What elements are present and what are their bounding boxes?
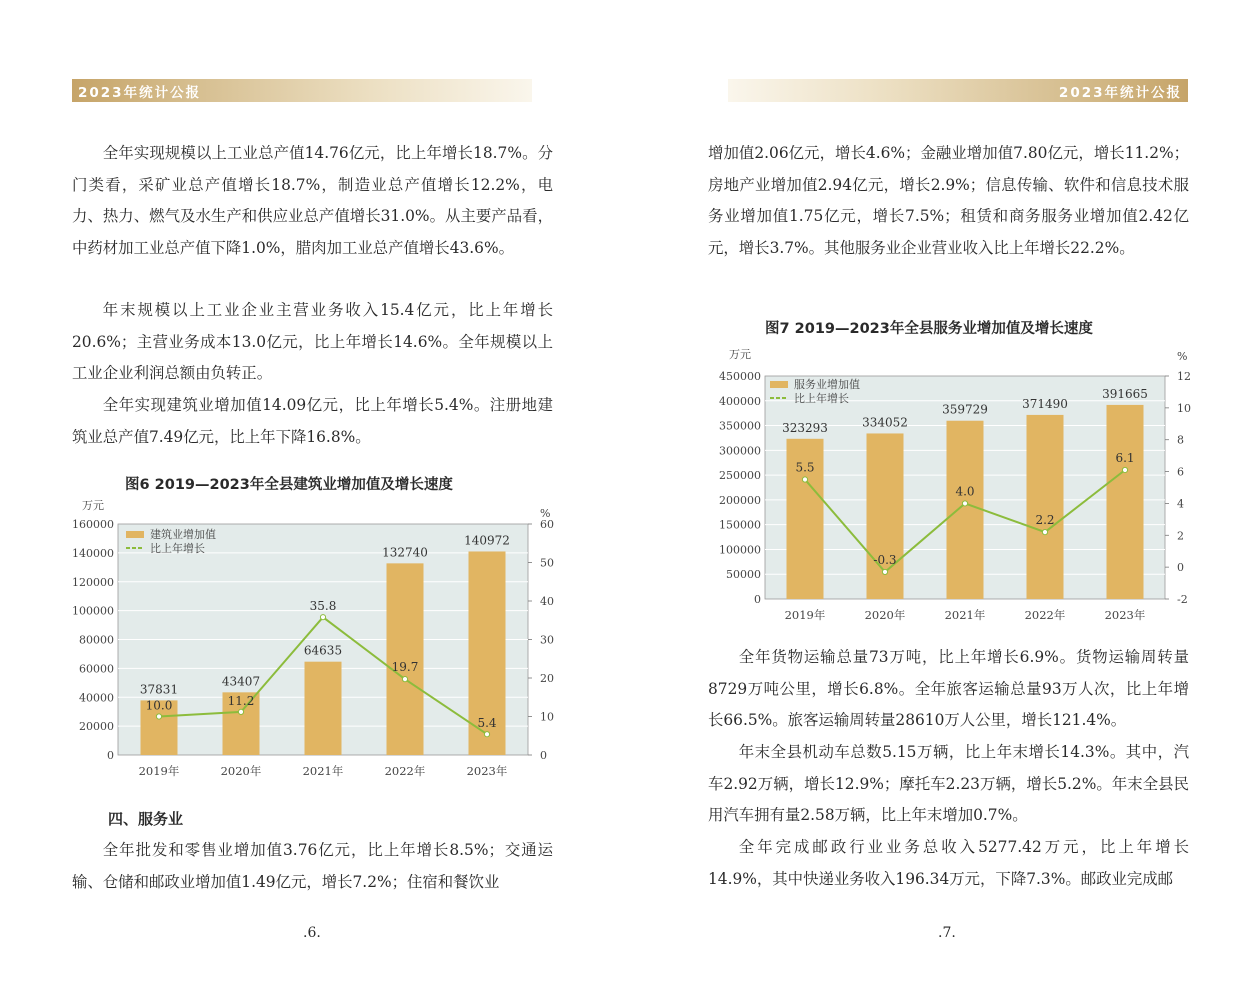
y2-tick-label: 60	[540, 518, 554, 531]
y-tick-label: 200000	[719, 493, 761, 507]
y-tick-label: 100000	[719, 543, 761, 557]
y-tick-label: 450000	[719, 370, 761, 383]
x-tick-label: 2021年	[944, 608, 986, 622]
growth-point	[484, 732, 489, 737]
legend-label-bar: 服务业增加值	[794, 378, 860, 391]
y-tick-label: 0	[754, 593, 761, 606]
figure6-chart	[60, 495, 580, 795]
growth-point	[962, 501, 967, 506]
paragraph-industrial-output: 全年实现规模以上工业总产值14.76亿元，比上年增长18.7%。分门类看，采矿业总产值增长18.7%，制造业总产值增长12.2%，电力、热力、燃气及水生产和供应业总产值增长31.0%。从主要产品看，中药材加工业总产值下降1.0%，腊肉加工业总产值增长43.6%。	[72, 144, 553, 257]
bar-value-label: 334052	[862, 415, 908, 430]
paragraph-vehicles: 年末全县机动车总数5.15万辆，比上年末增长14.3%。其中，汽车2.92万辆，增长12.9%；摩托车2.23万辆，增长5.2%。年末全县民用汽车拥有量2.58万辆，比上年末增加0.7%。	[708, 743, 1189, 824]
y-tick-label: 350000	[719, 419, 761, 433]
x-tick-label: 2022年	[1024, 608, 1066, 622]
growth-point	[802, 477, 807, 482]
y2-tick-label: 10	[1177, 401, 1191, 415]
bar-value-label: 140972	[464, 533, 510, 548]
y2-tick-label: 10	[540, 710, 554, 724]
y-tick-label: 40000	[79, 691, 114, 705]
paragraph-services-start: 全年批发和零售业增加值3.76亿元，比上年增长8.5%；交通运输、仓储和邮政业增加值1.49亿元，增长7.2%；住宿和餐饮业	[72, 841, 553, 891]
y2-tick-label: 50	[540, 556, 554, 570]
growth-point	[402, 677, 407, 682]
y2-tick-label: 30	[540, 633, 554, 647]
y-tick-label: 140000	[72, 546, 114, 560]
x-tick-label: 2020年	[220, 764, 262, 778]
bar-value-label: 64635	[303, 643, 343, 658]
figure7-title: 图7 2019—2023年全县服务业增加值及增长速度	[765, 321, 1093, 337]
growth-value-label: 4.0	[955, 484, 975, 499]
x-tick-label: 2022年	[384, 764, 426, 778]
right-page	[630, 0, 1259, 998]
growth-value-label: 35.8	[309, 599, 337, 614]
y-tick-label: 300000	[719, 444, 761, 458]
bar-value-label: 43407	[221, 674, 261, 689]
x-tick-label: 2020年	[864, 608, 906, 622]
page-number: .7.	[938, 925, 956, 941]
legend-label-line: 比上年增长	[794, 392, 849, 405]
growth-value-label: 19.7	[391, 660, 419, 675]
growth-point	[156, 714, 161, 719]
bar	[305, 662, 342, 755]
x-tick-label: 2019年	[784, 608, 826, 622]
bar-value-label: 132740	[382, 545, 428, 560]
y2-tick-label: 2	[1177, 529, 1184, 543]
y-tick-label: 160000	[72, 518, 114, 531]
x-tick-label: 2023年	[1104, 608, 1146, 622]
growth-value-label: 10.0	[145, 698, 173, 713]
growth-point	[882, 569, 887, 574]
growth-point	[238, 709, 243, 714]
y-tick-label: 60000	[79, 662, 114, 676]
growth-point	[1042, 530, 1047, 535]
paragraph-transport: 全年货物运输总量73万吨，比上年增长6.9%。货物运输周转量8729万吨公里，增长6.8%。全年旅客运输总量93万人次，比上年增长66.5%。旅客运输周转量28610万人公里，增长121.4%。	[708, 648, 1189, 729]
y-tick-label: 150000	[719, 518, 761, 532]
growth-value-label: 6.1	[1115, 450, 1135, 465]
growth-value-label: 5.4	[477, 716, 497, 731]
legend-label-bar: 建筑业增加值	[150, 528, 216, 541]
paragraph-services-continued: 增加值2.06亿元，增长4.6%；金融业增加值7.80亿元，增长11.2%；房地产业增加值2.94亿元，增长2.9%；信息传输、软件和信息技术服务业增加值1.75亿元，增长7.5%；租赁和商务服务业增加值2.42亿元，增长3.7%。其他服务业企业营业收入比上年增长22.2%。	[708, 144, 1189, 257]
y2-tick-label: 20	[540, 672, 554, 685]
y-tick-label: 250000	[719, 469, 761, 483]
bar	[947, 421, 984, 599]
growth-value-label: -0.3	[873, 552, 897, 567]
y2-axis-unit: %	[1177, 350, 1188, 363]
y-tick-label: 120000	[72, 575, 114, 589]
paragraph-postal: 全年完成邮政行业业务总收入5277.42万元，比上年增长14.9%，其中快递业务收入196.34万元，下降7.3%。邮政业完成邮	[708, 838, 1189, 888]
legend-swatch-bar	[126, 531, 144, 538]
y-tick-label: 20000	[79, 720, 114, 734]
bar	[1027, 415, 1064, 599]
bar-value-label: 37831	[139, 682, 179, 697]
page-header-banner	[72, 79, 532, 102]
y2-tick-label: 40	[540, 595, 554, 608]
bar	[1107, 405, 1144, 599]
bar-value-label: 359729	[942, 402, 988, 417]
page-number: .6.	[303, 925, 321, 941]
growth-value-label: 2.2	[1035, 513, 1055, 528]
y-axis-unit: 万元	[82, 499, 104, 512]
x-tick-label: 2023年	[466, 764, 508, 778]
y2-tick-label: 0	[1177, 561, 1184, 575]
growth-point	[320, 615, 325, 620]
y2-tick-label: 6	[1177, 465, 1184, 479]
legend-swatch-bar	[770, 381, 788, 388]
bar-value-label: 391665	[1102, 386, 1148, 401]
left-page	[0, 0, 629, 998]
y-tick-label: 80000	[79, 633, 114, 647]
y-tick-label: 0	[107, 749, 114, 762]
legend-label-line: 比上年增长	[150, 542, 205, 555]
y2-tick-label: 4	[1177, 497, 1184, 511]
y-tick-label: 100000	[72, 604, 114, 618]
y-tick-label: 400000	[719, 394, 761, 408]
section-title-services: 四、服务业	[108, 810, 184, 828]
y2-axis-unit: %	[540, 507, 551, 520]
paragraph-industrial-revenue: 年末规模以上工业企业主营业务收入15.4亿元，比上年增长20.6%；主营业务成本13.0亿元，比上年增长14.6%。全年规模以上工业企业利润总额由负转正。	[72, 301, 553, 382]
y2-tick-label: -2	[1177, 593, 1188, 606]
growth-point	[1122, 467, 1127, 472]
page-header-banner	[728, 79, 1188, 102]
bar-value-label: 323293	[782, 420, 828, 435]
figure7-chart	[690, 345, 1210, 625]
x-tick-label: 2019年	[138, 764, 180, 778]
paragraph-construction: 全年实现建筑业增加值14.09亿元，比上年增长5.4%。注册地建筑业总产值7.49亿元，比上年下降16.8%。	[72, 396, 553, 446]
growth-value-label: 11.2	[227, 693, 255, 708]
page-header-title: 2023年统计公报	[1058, 85, 1182, 101]
y-axis-unit: 万元	[729, 348, 751, 361]
figure6-title: 图6 2019—2023年全县建筑业增加值及增长速度	[125, 477, 453, 493]
page-header-title: 2023年统计公报	[78, 85, 202, 101]
y2-tick-label: 0	[540, 749, 547, 762]
y2-tick-label: 12	[1177, 370, 1191, 383]
bar-value-label: 371490	[1022, 396, 1068, 411]
x-tick-label: 2021年	[302, 764, 344, 778]
y2-tick-label: 8	[1177, 433, 1184, 447]
growth-value-label: 5.5	[795, 460, 815, 475]
y-tick-label: 50000	[726, 568, 761, 582]
